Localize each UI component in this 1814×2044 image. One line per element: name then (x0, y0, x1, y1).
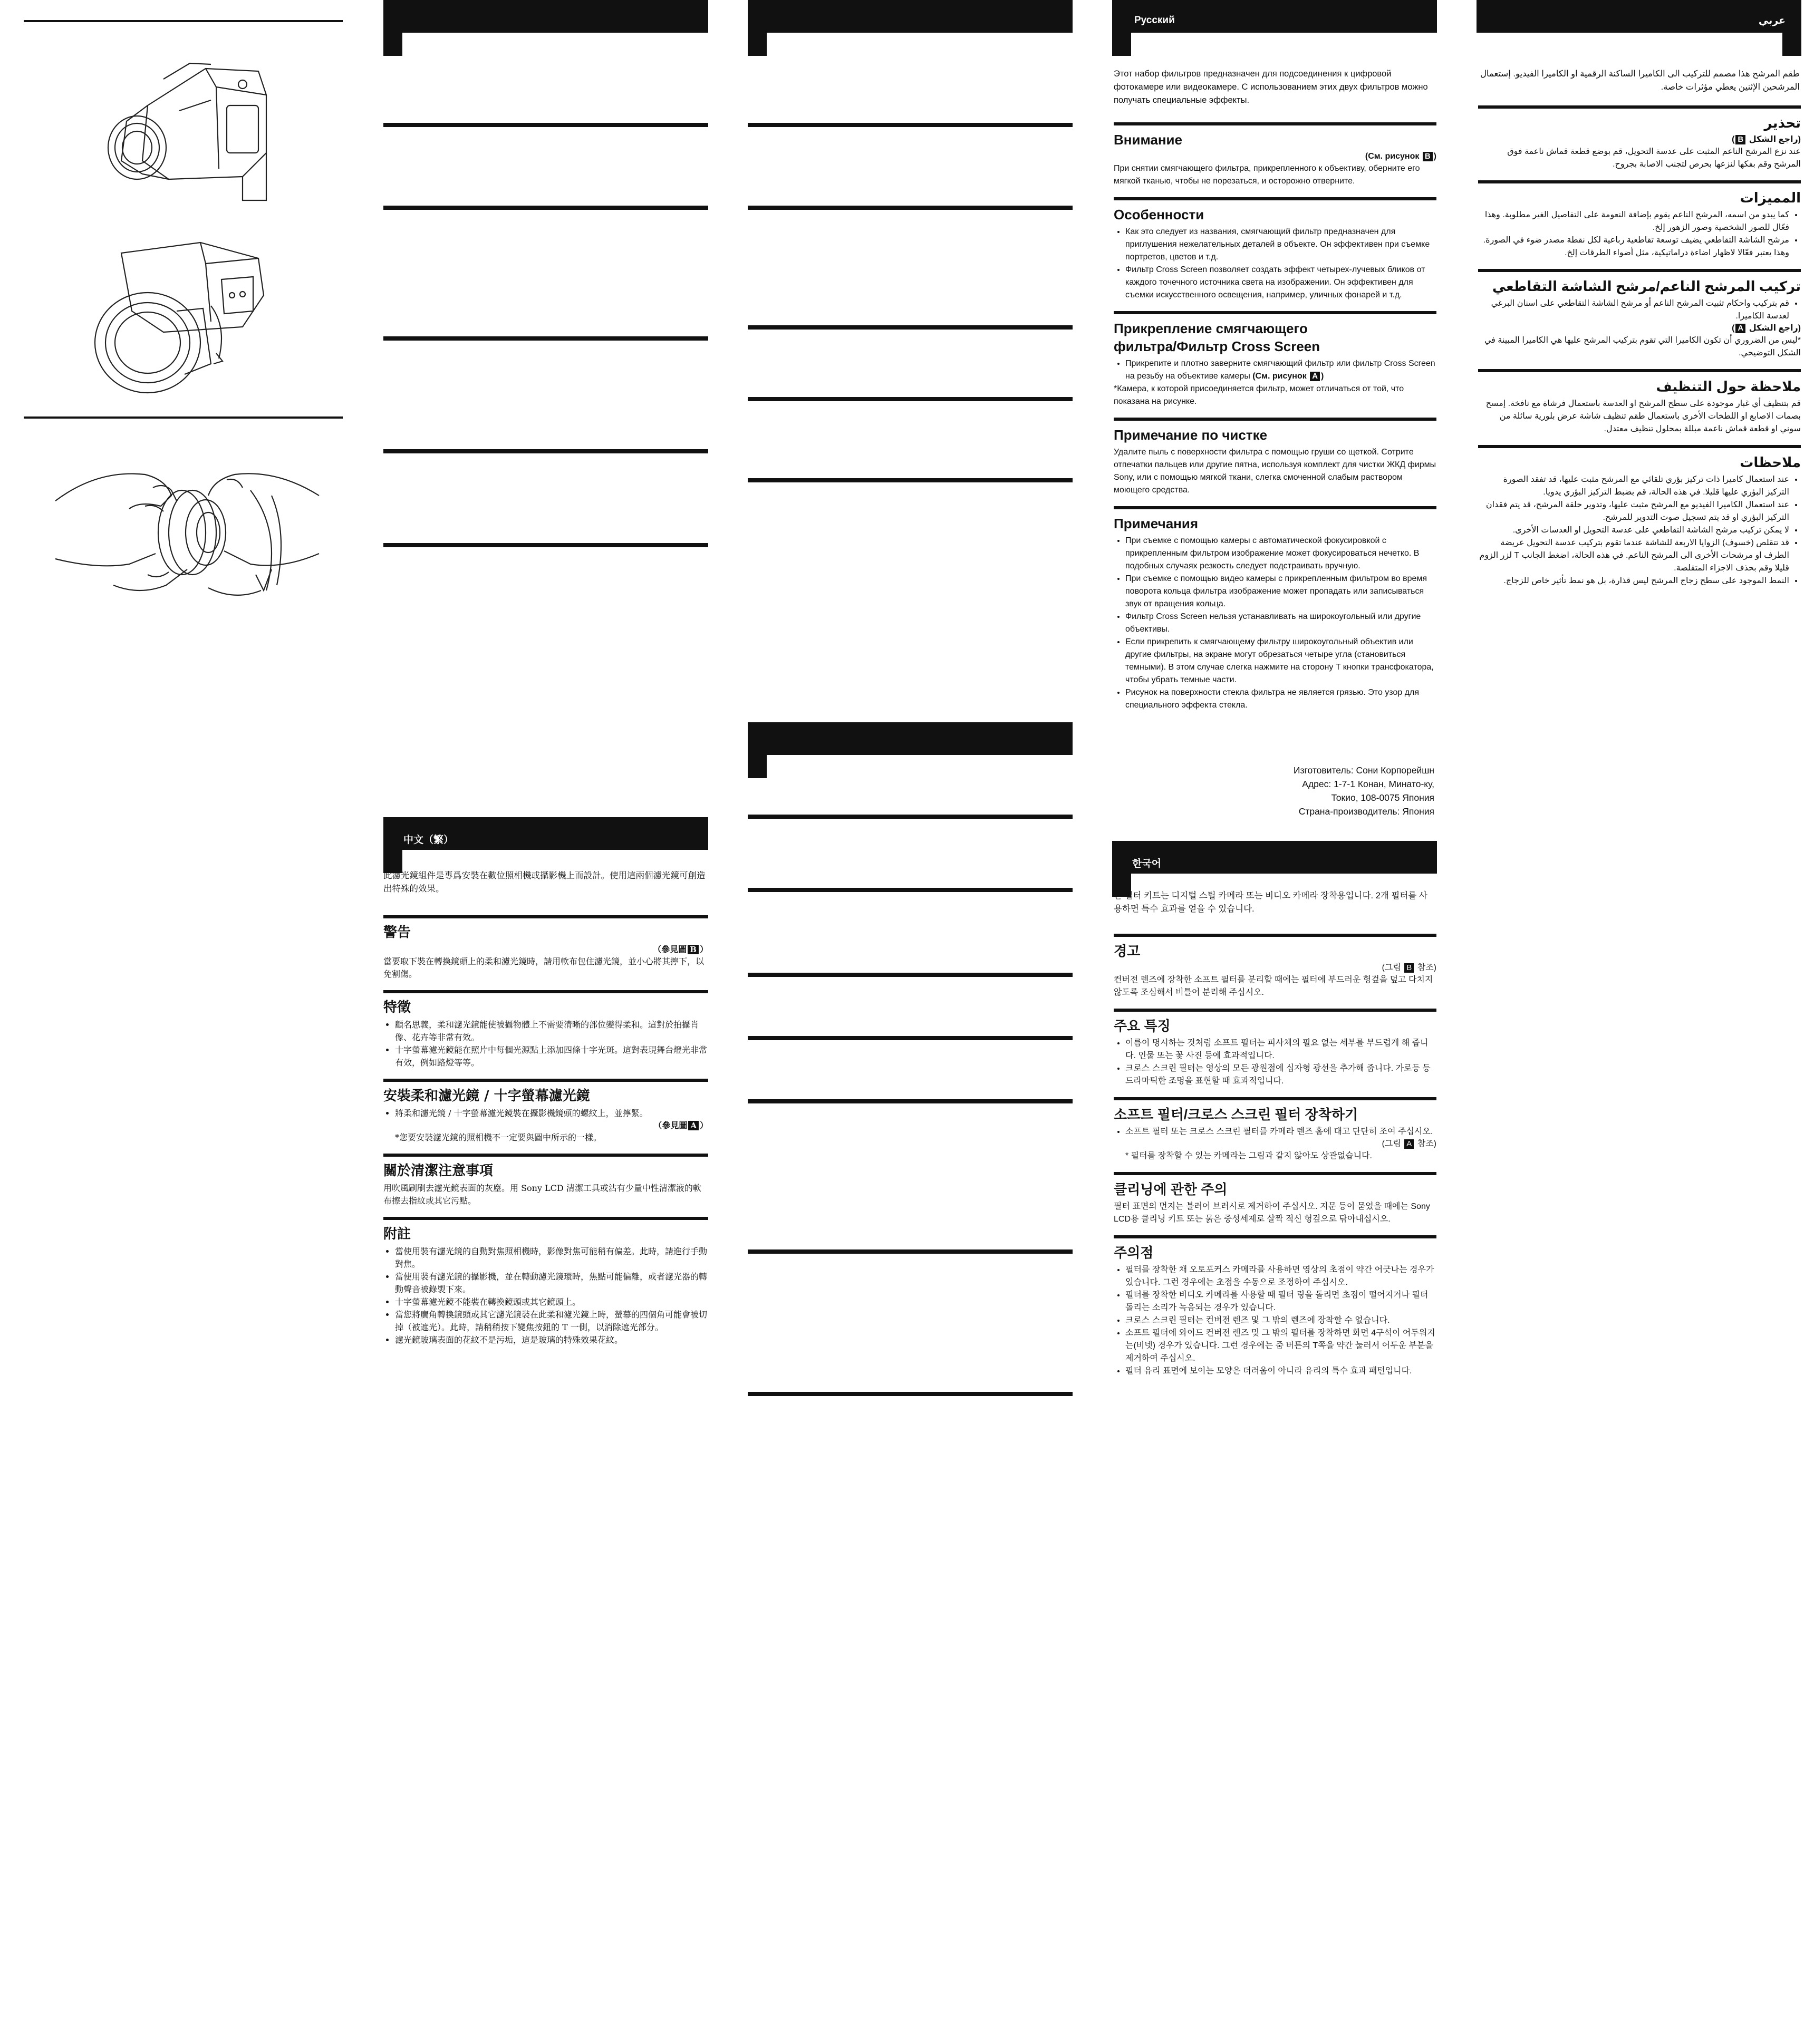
rule (748, 1249, 1073, 1254)
blank-tab-col2 (383, 33, 402, 56)
list-item: • 將柔和濾光鏡 / 十字螢幕濾光鏡裝在攝影機鏡頭的螺紋上，並擰緊。 (395, 1107, 708, 1120)
russian-features-heading: Особенности (1114, 207, 1204, 222)
rule (748, 973, 1073, 977)
russian-cleaning-heading: Примечание по чистке (1114, 427, 1268, 443)
chinese-warning-text: 當要取下裝在轉換鏡頭上的柔和濾光鏡時，請用軟布包住濾光鏡，並小心將其擰下，以免割傷。 (383, 956, 705, 979)
korean-cleaning-section (1114, 1180, 1436, 1226)
list-item: • 이름이 명시하는 것처럼 소프트 필터는 피사체의 필요 없는 세부를 부드럽게 해 줍니다. 인물 또는 꽃 사진 등에 효과적입니다. (1125, 1037, 1436, 1062)
chinese-attach-ref: （參見圖 A ） (653, 1120, 708, 1130)
rule (748, 478, 1073, 482)
arabic-features-section (1478, 189, 1801, 259)
rule (1114, 1235, 1436, 1238)
list-item: • عند استعمال كاميرا ذات تركيز بؤري تلقائي مع المرشح مثبت عليها، قد تفقد الصورة التركيز البؤري عليها قليلا. في هذه الحالة، قم بضبط التركيز البؤري يدويا. (1478, 473, 1789, 499)
blank-tab-col3-bottom (748, 755, 767, 778)
russian-intro: Этот набор фильтров предназначен для подсоединения к цифровой фотокамере или видеокамере. С использованием этих двух фильтров можно получать специальные эффекты. (1114, 69, 1428, 105)
korean-sections (1114, 924, 1436, 1378)
korean-cleaning-text: 필터 표면의 먼지는 블러어 브러시로 제거하여 주십시오. 지문 등이 묻었을 때에는 Sony LCD용 클리닝 키트 또는 묽은 중성세제로 살짝 적신 헝겊으로 닦아내십시오. (1114, 1202, 1430, 1224)
manufacturer-line: Адрес: 1-7-1 Конан, Минато-ку, (1302, 779, 1434, 789)
chinese-language-bar (383, 817, 708, 850)
russian-cleaning-section (1114, 426, 1436, 497)
arabic-intro: طقم المرشح هذا مصمم للتركيب الى الكاميرا الساكنة الرقمية او الكاميرا الفيديو. إستعمال المرشحين الإثنين يعطي مؤثرات خاصة. (1480, 69, 1800, 92)
rule (1478, 269, 1801, 272)
list-item: • لا يمكن تركيب مرشح الشاشة التقاطعي على عدسة التحويل او العدسات الأخرى. (1478, 524, 1789, 537)
arabic-attach-section (1478, 277, 1801, 360)
rule (383, 449, 708, 453)
arabic-tab (1782, 33, 1801, 56)
russian-manufacturer-info (1213, 763, 1434, 818)
camera-illustration-front (84, 47, 285, 206)
list-item: • При съемке с помощью видео камеры с прикрепленным фильтром во время поворота кольца фильтра изображение может пропадать или записываться звук от вращения кольца. (1125, 573, 1436, 611)
russian-warning-text: При снятии смягчающего фильтра, прикрепленного к объективу, оберните его мягкой тканью, чтобы не порезаться, и осторожно отверните. (1114, 164, 1420, 186)
arabic-cleaning-text: قم بتنظيف أي غبار موجودة على سطح المرشح او العدسة باستعمال فرشاة مع نافخة. إمسح بصمات الاصابع او اللطخات الأخرى باستعمال طقم تنظيف شاشة عرض بلورية سائلة من سوني او قطعة قماش ناعمة مبللة بمحلول تنظيف معتدل. (1485, 399, 1801, 433)
list-item: • Прикрепите и плотно заверните смягчающий фильтр или фильтр Cross Screen на резьбу на объективе камеры (См. рисунок A ) (1125, 357, 1436, 383)
arabic-language-bar (1477, 0, 1801, 33)
korean-cleaning-heading: 클리닝에 관한 주의 (1114, 1181, 1228, 1197)
chinese-language-label: 中文（繁） (403, 835, 454, 846)
rule (1114, 934, 1436, 937)
russian-tab (1112, 33, 1131, 56)
manufacturer-line: Страна-производитель: Япония (1298, 806, 1434, 817)
list-item: • Если прикрепить к смягчающему фильтру широкоугольный объектив или другие фильтры, на экране могут обрезаться четыре угла (становиться темными). В этом случае слегка нажмите на сторону T кнопки трансфокатора, чтобы убрать темные части. (1125, 636, 1436, 686)
russian-sections (1114, 113, 1436, 712)
rule (748, 123, 1073, 127)
list-item: • 十字螢幕濾光鏡能在照片中每個光源點上添加四條十字光斑。這對表現舞台燈光非常有效，例如路燈等等。 (395, 1044, 708, 1069)
arabic-notes-heading: ملاحظات (1740, 454, 1801, 470)
chinese-warning-section (383, 924, 708, 981)
list-item: • 소프트 필터에 와이드 컨버전 렌즈 및 그 밖의 필터를 장착하면 화면 4구석이 어두워지는(비넷) 경우가 있습니다. 그런 경우에는 줌 버튼의 T쪽을 약간 눌러서 어두운 부분을 제거하여 주십시오. (1125, 1327, 1436, 1365)
list-item: • 十字螢幕濾光鏡不能裝在轉換鏡頭或其它鏡頭上。 (395, 1296, 708, 1309)
rule (383, 336, 708, 341)
chinese-sections (383, 906, 708, 1346)
list-item: • 當使用裝有濾光鏡的攝影機，並在轉動濾光鏡環時，焦點可能偏離，或者濾光器的轉動聲音被錄製下來。 (395, 1271, 708, 1296)
list-item: • 濾光鏡玻璃表面的花紋不是污垢，這是玻璃的特殊效果花紋。 (395, 1334, 708, 1346)
chinese-intro: 此濾光鏡組件是專爲安裝在數位照相機或攝影機上而設計。使用這兩個濾光鏡可創造出特殊的效果。 (383, 870, 706, 894)
camera-with-filter-illustration (84, 232, 295, 401)
rule (383, 915, 708, 918)
rule (1114, 122, 1436, 125)
russian-warning-ref: (См. рисунок B ) (1365, 152, 1436, 161)
top-rule-illustrations (24, 20, 343, 22)
korean-notes-section (1114, 1244, 1436, 1378)
chinese-cleaning-section (383, 1162, 708, 1207)
chinese-attach-note: *您要安裝濾光鏡的照相機不一定要與圖中所示的一樣。 (395, 1132, 602, 1142)
korean-warning-heading: 경고 (1114, 943, 1141, 959)
arabic-attach-ref: (راجع الشكل A) (1732, 324, 1801, 333)
rule (748, 815, 1073, 819)
rule (1114, 418, 1436, 421)
rule (748, 1099, 1073, 1103)
list-item: • 顧名思義，柔和濾光鏡能使被攝物體上不需要清晰的部位變得柔和。這對於拍攝肖像、花卉等非常有效。 (395, 1019, 708, 1044)
russian-warning-section (1114, 131, 1436, 188)
arabic-warning-text: عند نزع المرشح الناعم المثبت على عدسة التحويل، قم بوضع قطعة قماش ناعمة فوق المرشح وقم بفكها لنزعها بحرص لتجنب الاصابة بجروح. (1507, 147, 1801, 169)
blank-language-bar-col3-bottom (748, 722, 1073, 755)
chinese-features-heading: 特徵 (383, 1000, 411, 1015)
korean-attach-note: * 필터를 장착할 수 있는 카메라는 그림과 같지 않아도 상관없습니다. (1125, 1151, 1372, 1160)
list-item: • 크로스 스크린 필터는 영상의 모든 광원점에 십자형 광선을 추가해 줍니다. 가로등 등 드라마틱한 조명을 표현할 때 효과적입니다. (1125, 1062, 1436, 1088)
rule (383, 1154, 708, 1157)
arabic-cleaning-heading: ملاحظة حول التنظيف (1656, 379, 1801, 394)
korean-language-label: 한국어 (1132, 858, 1162, 869)
chinese-warning-ref: （參見圖 B ） (653, 944, 708, 954)
korean-attach-section (1114, 1106, 1436, 1163)
chinese-cleaning-text: 用吹風刷刷去濾光鏡表面的灰塵。用 Sony LCD 清潔工具或沾有少量中性清潔液的軟布擦去指紋或其它污點。 (383, 1183, 701, 1206)
list-item: • 크로스 스크린 필터는 컨버전 렌즈 및 그 밖의 렌즈에 장착할 수 없습니다. (1125, 1314, 1436, 1327)
korean-warning-text: 컨버전 렌즈에 장착한 소프트 필터를 분리할 때에는 필터에 부드러운 헝겊을 덮고 다치지 않도록 조심해서 비틀어 분리해 주십시오. (1114, 975, 1433, 997)
rule (748, 1036, 1073, 1040)
arabic-attach-heading: تركيب المرشح الناعم/مرشح الشاشة التقاطعي (1492, 278, 1801, 294)
arabic-warning-ref: (راجع الشكل B) (1732, 135, 1801, 144)
rule (1114, 311, 1436, 314)
chinese-attach-heading: 安裝柔和濾光鏡 / 十字螢幕濾光鏡 (383, 1088, 590, 1104)
russian-attach-note: *Камера, к которой присоединяется фильтр, может отличаться от той, что показана на рисунке. (1114, 384, 1404, 406)
russian-cleaning-text: Удалите пыль с поверхности фильтра с помощью груши со щеткой. Сотрите отпечатки пальцев или другие пятна, используя комплект для чистки ЖКД фирмы Sony, или с помощью мягкой ткани, слегка смоченной слабым раствором моющего средства. (1114, 448, 1436, 495)
arabic-notes-section (1478, 453, 1801, 587)
arabic-warning-heading: تحذير (1764, 115, 1801, 131)
list-item: • 필터를 장착한 채 오토포커스 카메라를 사용하면 영상의 초점이 약간 어긋나는 경우가 있습니다. 그런 경우에는 초점을 수동으로 조정하여 주십시오. (1125, 1264, 1436, 1289)
list-item: • 當使用裝有濾光鏡的自動對焦照相機時，影像對焦可能稍有偏差。此時，請進行手動對焦。 (395, 1245, 708, 1271)
rule (383, 1217, 708, 1220)
list-item: • Рисунок на поверхности стекла фильтра не является грязью. Это узор для специального эффекта стекла. (1125, 686, 1436, 712)
rule (1114, 197, 1436, 200)
chinese-notes-heading: 附註 (383, 1226, 411, 1242)
manufacturer-line: Токио, 108-0075 Япония (1331, 792, 1434, 803)
rule (1478, 105, 1801, 109)
korean-notes-heading: 주의점 (1114, 1245, 1154, 1261)
rule (1114, 1172, 1436, 1175)
korean-warning-ref: (그림 B 참조) (1382, 963, 1436, 972)
rule (748, 206, 1073, 210)
chinese-attach-section (383, 1087, 708, 1144)
rule (748, 888, 1073, 892)
rule (748, 397, 1073, 401)
arabic-cleaning-section (1478, 377, 1801, 435)
rule (748, 325, 1073, 330)
list-item: • 當您將廣角轉換鏡頭或其它濾光鏡裝在此柔和濾光鏡上時，螢幕的四個角可能會被切掉（被遮光）。此時，請稍稍按下變焦按鈕的 T 一側，以消除遮光部分。 (395, 1309, 708, 1334)
hands-attaching-filter-illustration (50, 438, 324, 612)
korean-features-heading: 주요 특징 (1114, 1018, 1171, 1034)
blank-language-bar-col3-top (748, 0, 1073, 33)
list-item: • النمط الموجود على سطح زجاج المرشح ليس قذارة، بل هو نمط تأثير خاص للزجاج. (1478, 575, 1789, 587)
list-item: • Как это следует из названия, смягчающий фильтр предназначен для приглушения нежелательных деталей в объекте. Он эффективен при съемке портретов, цветов и т.д. (1125, 226, 1436, 264)
rule (383, 543, 708, 547)
list-item: • 소프트 필터 또는 크로스 스크린 필터를 카메라 렌즈 홈에 대고 단단히 조여 주십시오. (1125, 1126, 1436, 1138)
russian-language-bar (1112, 0, 1437, 33)
arabic-warning-section (1478, 114, 1801, 171)
list-item: • عند استعمال الكاميرا الفيديو مع المرشح مثبت عليها، وتدوير حلقة المرشح، قد يتم فقدان التركيز البؤري او قد يتم تسجيل صوت التدوير للمرشح. (1478, 499, 1789, 524)
rule (748, 1392, 1073, 1396)
korean-attach-heading: 소프트 필터/크로스 스크린 필터 장착하기 (1114, 1107, 1358, 1122)
chinese-features-section (383, 999, 708, 1069)
list-item: • При съемке с помощью камеры с автоматической фокусировкой с прикрепленным фильтром изображение может фокусироваться нечетко. В подобных случаях резкость следует подстраивать вручную. (1125, 535, 1436, 573)
russian-attach-heading: Прикрепление смягчающего фильтра/Фильтр Cross Screen (1114, 321, 1320, 354)
chinese-warning-heading: 警告 (383, 925, 411, 941)
russian-notes-section (1114, 515, 1436, 712)
arabic-language-label: عربي (1758, 15, 1786, 26)
manufacturer-line: Изготовитель: Сони Корпорейшн (1293, 765, 1434, 776)
rule (1478, 369, 1801, 372)
korean-attach-ref: (그림 A 참조) (1382, 1139, 1436, 1148)
arabic-attach-note: *ليس من الضروري أن تكون الكاميرا التي تقوم بتركيب المرشح عليها هي الكاميرا المبينة في الشكل التوضيحي. (1484, 336, 1801, 357)
blank-tab-col3-top (748, 33, 767, 56)
arabic-features-heading: المميزات (1740, 190, 1801, 206)
rule (1114, 1097, 1436, 1100)
blank-language-bar-col2 (383, 0, 708, 33)
korean-intro: 본 필터 키트는 디지털 스틸 카메라 또는 비디오 카메라 장착용입니다. 2개 필터를 사용하면 특수 효과를 얻을 수 있습니다. (1114, 891, 1427, 914)
list-item: • مرشح الشاشة التقاطعي يضيف توسعة تقاطعية رباعية لكل نقطة مصدر ضوء في الصورة. وهذا يعتبر فعّالا لاظهار اضاءة دراماتيكية، مثل أضواء الطرقات إلخ. (1478, 234, 1789, 259)
russian-warning-heading: Внимание (1114, 132, 1182, 148)
rule (383, 990, 708, 993)
rule (1114, 1009, 1436, 1012)
korean-language-bar (1112, 841, 1437, 874)
arabic-sections (1478, 96, 1801, 587)
korean-warning-section (1114, 942, 1436, 999)
russian-language-label: Русский (1134, 15, 1175, 26)
list-item: • Фильтр Cross Screen позволяет создать эффект четырех-лучевых бликов от каждого точечного источника света на изображении. Он эффективен для съемки искусственного освещения, например, уличных фонарей и т.д. (1125, 264, 1436, 302)
rule (383, 123, 708, 127)
mid-rule-illustrations (24, 416, 343, 419)
list-item: • كما يبدو من اسمه، المرشح الناعم يقوم بإضافة النعومة على التفاصيل الغير مطلوبة. وهذا فعّال للصور الشخصية وصور الزهور إلخ. (1478, 209, 1789, 234)
rule (383, 1079, 708, 1082)
list-item: • 필터 유리 표면에 보이는 모양은 더러움이 아니라 유리의 특수 효과 패턴입니다. (1125, 1365, 1436, 1378)
list-item: • 필터를 장착한 비디오 카메라를 사용할 때 필터 링을 돌리면 초점이 떨어지거나 필터 돌리는 소리가 녹음되는 경우가 있습니다. (1125, 1289, 1436, 1314)
rule (1478, 180, 1801, 183)
russian-features-section (1114, 206, 1436, 302)
list-item: • Фильтр Cross Screen нельзя устанавливать на широкоугольный или другие объективы. (1125, 611, 1436, 636)
list-item: • قم بتركيب واحكام تثبيت المرشح الناعم أو مرشح الشاشة التقاطعي على اسنان البرغي لعدسة الكاميرا. (1478, 297, 1789, 323)
rule (1478, 445, 1801, 448)
russian-attach-section (1114, 319, 1436, 408)
rule (1114, 506, 1436, 509)
russian-notes-heading: Примечания (1114, 516, 1199, 531)
rule (383, 206, 708, 210)
chinese-notes-section (383, 1225, 708, 1346)
korean-features-section (1114, 1017, 1436, 1088)
list-item: • قد تتقلص (خسوف) الزوايا الاربعة للشاشة عندما تقوم بتركيب عدسة التحويل عريضة الطرف او مرشحات الأخرى الى المرشح الناعم. في هذه الحالة، اضغط الجانب T لزر الزوم قليلا وقم بحذف الاجزاء المتقلصة. (1478, 537, 1789, 575)
chinese-cleaning-heading: 關於清潔注意事項 (383, 1163, 494, 1179)
